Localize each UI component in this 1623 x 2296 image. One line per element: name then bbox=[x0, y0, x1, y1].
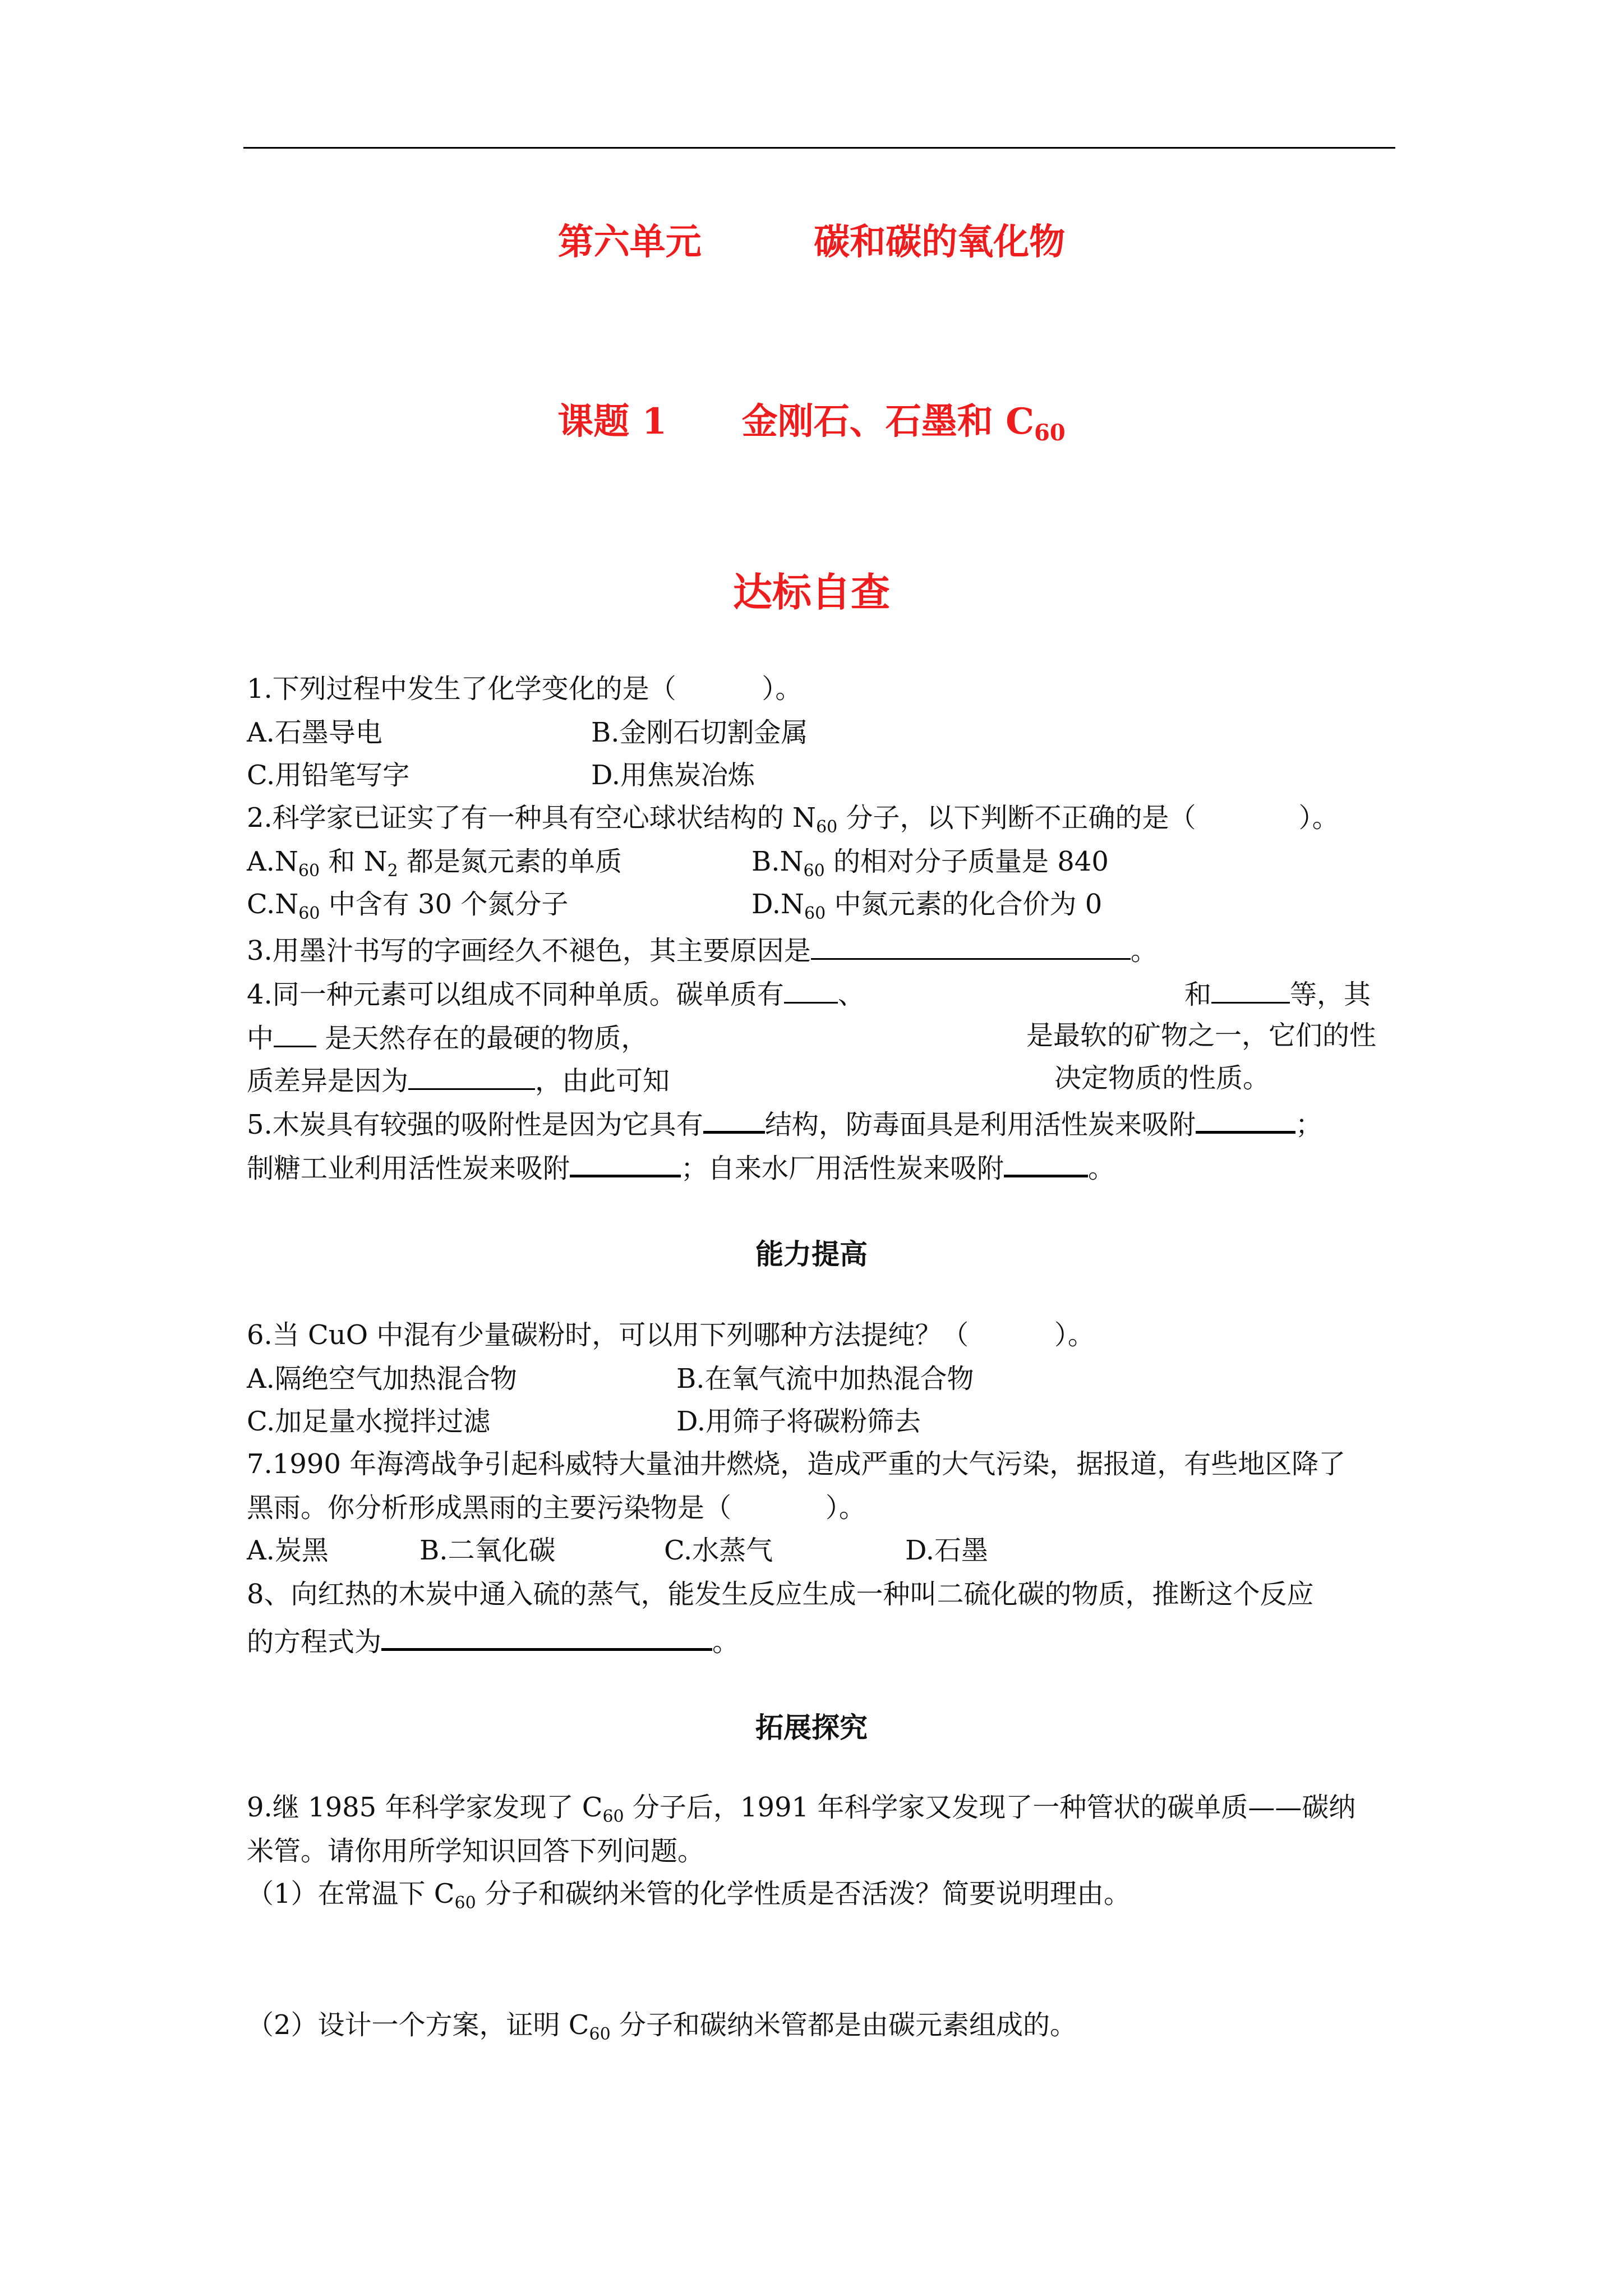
q2-b-text1: B.N bbox=[751, 846, 804, 877]
q7-option-a: A.炭黑 bbox=[247, 1535, 329, 1566]
q4-line2 bbox=[247, 1019, 648, 1055]
q4-blank-4[interactable] bbox=[274, 1019, 316, 1047]
q8-blank[interactable] bbox=[381, 1621, 712, 1651]
q5-l2-text: 制糖工业利用活性炭来吸附 bbox=[247, 1153, 570, 1184]
q1-option-c: C.用铅笔写字 bbox=[247, 760, 410, 791]
q4-line2-right: 是最软的矿物之一，它们的性 bbox=[1026, 1020, 1377, 1051]
q9-l1-subscript: 60 bbox=[602, 1807, 624, 1826]
q7-option-c: C.水蒸气 bbox=[664, 1535, 773, 1566]
q6-option-b: B.在氧气流中加热混合物 bbox=[676, 1363, 974, 1395]
q9-p2-subscript: 60 bbox=[589, 2024, 611, 2044]
q4-blank-6[interactable] bbox=[408, 1061, 535, 1090]
q8-line1: 8、向红热的木炭中通入硫的蒸气，能发生反应生成一种叫二硫化碳的物质，推断这个反应 bbox=[247, 1579, 1314, 1610]
q2-option-c bbox=[247, 887, 568, 921]
q7-line1: 7.1990 年海湾战争引起科威特大量油井燃烧，造成严重的大气污染，据报道，有些地区降了 bbox=[247, 1448, 1346, 1480]
q5-blank-2[interactable] bbox=[1196, 1104, 1295, 1134]
q5-line2 bbox=[247, 1148, 1115, 1185]
q1-option-b: B.金刚石切割金属 bbox=[591, 717, 808, 748]
lesson-title bbox=[0, 393, 1623, 444]
section-check-title: 达标自查 bbox=[733, 569, 890, 615]
q2-a-sub2: 2 bbox=[387, 861, 398, 881]
q2-stem-subscript: 60 bbox=[816, 817, 838, 837]
header-rule bbox=[243, 147, 1395, 149]
q5-blank-1[interactable] bbox=[703, 1104, 765, 1134]
q9-part1 bbox=[247, 1877, 1131, 1911]
q2-d-sub: 60 bbox=[804, 904, 826, 923]
q4-line3 bbox=[247, 1061, 670, 1098]
q1-option-a: A.石墨导电 bbox=[247, 717, 382, 748]
q5-l2-end: 。 bbox=[1088, 1153, 1115, 1184]
q2-a-text2: 和 N bbox=[320, 846, 388, 877]
q5-l1-mid: 结构，防毒面具是利用活性炭来吸附 bbox=[764, 1109, 1196, 1140]
q3-end: 。 bbox=[1130, 935, 1158, 967]
section-improve-title: 能力提高 bbox=[755, 1237, 868, 1271]
q3-blank[interactable] bbox=[811, 931, 1131, 960]
q9-p2-text: （2）设计一个方案，证明 C bbox=[247, 2009, 589, 2041]
q7-line2: 黑雨。你分析形成黑雨的主要污染物是（ ）。 bbox=[247, 1492, 866, 1524]
q4-line1-right bbox=[1184, 975, 1371, 1011]
q4-blank-1[interactable] bbox=[784, 975, 838, 1004]
q7-option-b: B.二氧化碳 bbox=[419, 1535, 556, 1566]
q9-p2-tail: 分子和碳纳米管都是由碳元素组成的。 bbox=[610, 2009, 1077, 2041]
q4-blank-3[interactable] bbox=[1211, 975, 1290, 1004]
q6-option-a: A.隔绝空气加热混合物 bbox=[247, 1363, 517, 1395]
q9-line2: 米管。请你用所学知识回答下列问题。 bbox=[247, 1835, 705, 1867]
q7-option-d: D.石墨 bbox=[905, 1535, 989, 1566]
q1-option-d: D.用焦炭冶炼 bbox=[591, 760, 755, 791]
q8-l2-text: 的方程式为 bbox=[247, 1626, 382, 1658]
q2-a-text1: A.N bbox=[247, 846, 298, 877]
q2-stem bbox=[247, 801, 1339, 835]
q4-l2-text: 中 bbox=[247, 1023, 274, 1054]
q5-blank-4[interactable] bbox=[1004, 1148, 1088, 1177]
q4-l1-end: 等，其 bbox=[1290, 979, 1371, 1010]
q9-part2 bbox=[247, 2008, 1077, 2042]
unit-title: 第六单元 碳和碳的氧化物 bbox=[557, 221, 1066, 263]
q2-a-sub1: 60 bbox=[298, 861, 320, 881]
q2-stem-tail: 分子，以下判断不正确的是（ ）。 bbox=[837, 802, 1339, 834]
q4-l3-mid: ，由此可知 bbox=[535, 1065, 670, 1097]
q9-p1-text: （1）在常温下 C bbox=[247, 1878, 455, 1910]
q2-b-sub: 60 bbox=[803, 861, 825, 881]
q9-line1 bbox=[247, 1791, 1355, 1824]
q5-l1-text: 5.木炭具有较强的吸附性是因为它具有 bbox=[247, 1109, 703, 1140]
q2-c-text2: 中含有 30 个氮分子 bbox=[320, 889, 569, 920]
q4-l1-sep: 、 bbox=[837, 979, 865, 1010]
q2-option-a bbox=[247, 845, 622, 881]
q4-l1-and: 和 bbox=[1184, 979, 1212, 1010]
q4-line3-right: 决定物质的性质。 bbox=[1054, 1062, 1270, 1094]
q3-text: 3.用墨汁书写的字画经久不褪色，其主要原因是 bbox=[247, 935, 811, 967]
q8-l2-end: 。 bbox=[712, 1626, 740, 1658]
q5-blank-3[interactable] bbox=[570, 1148, 681, 1177]
q9-p1-tail: 分子和碳纳米管的化学性质是否活泼？简要说明理由。 bbox=[476, 1878, 1131, 1910]
q3 bbox=[247, 931, 1158, 968]
q8-line2 bbox=[247, 1621, 739, 1659]
q6-stem: 6.当 CuO 中混有少量碳粉时，可以用下列哪种方法提纯？（ ）。 bbox=[247, 1319, 1095, 1351]
q2-option-d bbox=[751, 887, 1102, 921]
q4-l1-text: 4.同一种元素可以组成不同种单质。碳单质有 bbox=[247, 979, 784, 1010]
q1-stem: 1.下列过程中发生了化学变化的是（ ）。 bbox=[247, 673, 803, 705]
q6-option-d: D.用筛子将碳粉筛去 bbox=[676, 1406, 921, 1437]
q2-stem-text: 2.科学家已证实了有一种具有空心球状结构的 N bbox=[247, 802, 817, 834]
q2-a-text3: 都是氮元素的单质 bbox=[398, 846, 622, 877]
q4-line1 bbox=[247, 975, 865, 1011]
q2-d-text2: 中氮元素的化合价为 0 bbox=[826, 889, 1103, 920]
q5-l2-mid: ；自来水厂用活性炭来吸附 bbox=[681, 1153, 1004, 1184]
lesson-title-subscript: 60 bbox=[1034, 420, 1066, 446]
lesson-title-text: 课题 1 金刚石、石墨和 C bbox=[557, 401, 1035, 443]
q2-c-sub: 60 bbox=[298, 904, 320, 923]
q9-l1-tail: 分子后，1991 年科学家又发现了一种管状的碳单质——碳纳 bbox=[624, 1792, 1356, 1823]
q2-d-text1: D.N bbox=[751, 889, 805, 920]
q5-l1-end: ； bbox=[1295, 1109, 1322, 1140]
q6-option-c: C.加足量水搅拌过滤 bbox=[247, 1406, 491, 1437]
q2-b-text2: 的相对分子质量是 840 bbox=[824, 846, 1109, 877]
q2-c-text1: C.N bbox=[247, 889, 299, 920]
q5-line1 bbox=[247, 1104, 1322, 1142]
q4-l3-text: 质差异是因为 bbox=[247, 1065, 409, 1097]
q9-l1-text: 9.继 1985 年科学家发现了 C bbox=[247, 1792, 603, 1823]
section-explore-title: 拓展探究 bbox=[755, 1711, 868, 1744]
q2-option-b bbox=[751, 845, 1109, 881]
q9-p1-subscript: 60 bbox=[454, 1893, 476, 1913]
q4-l2-mid: 是天然存在的最硬的物质， bbox=[316, 1023, 648, 1054]
